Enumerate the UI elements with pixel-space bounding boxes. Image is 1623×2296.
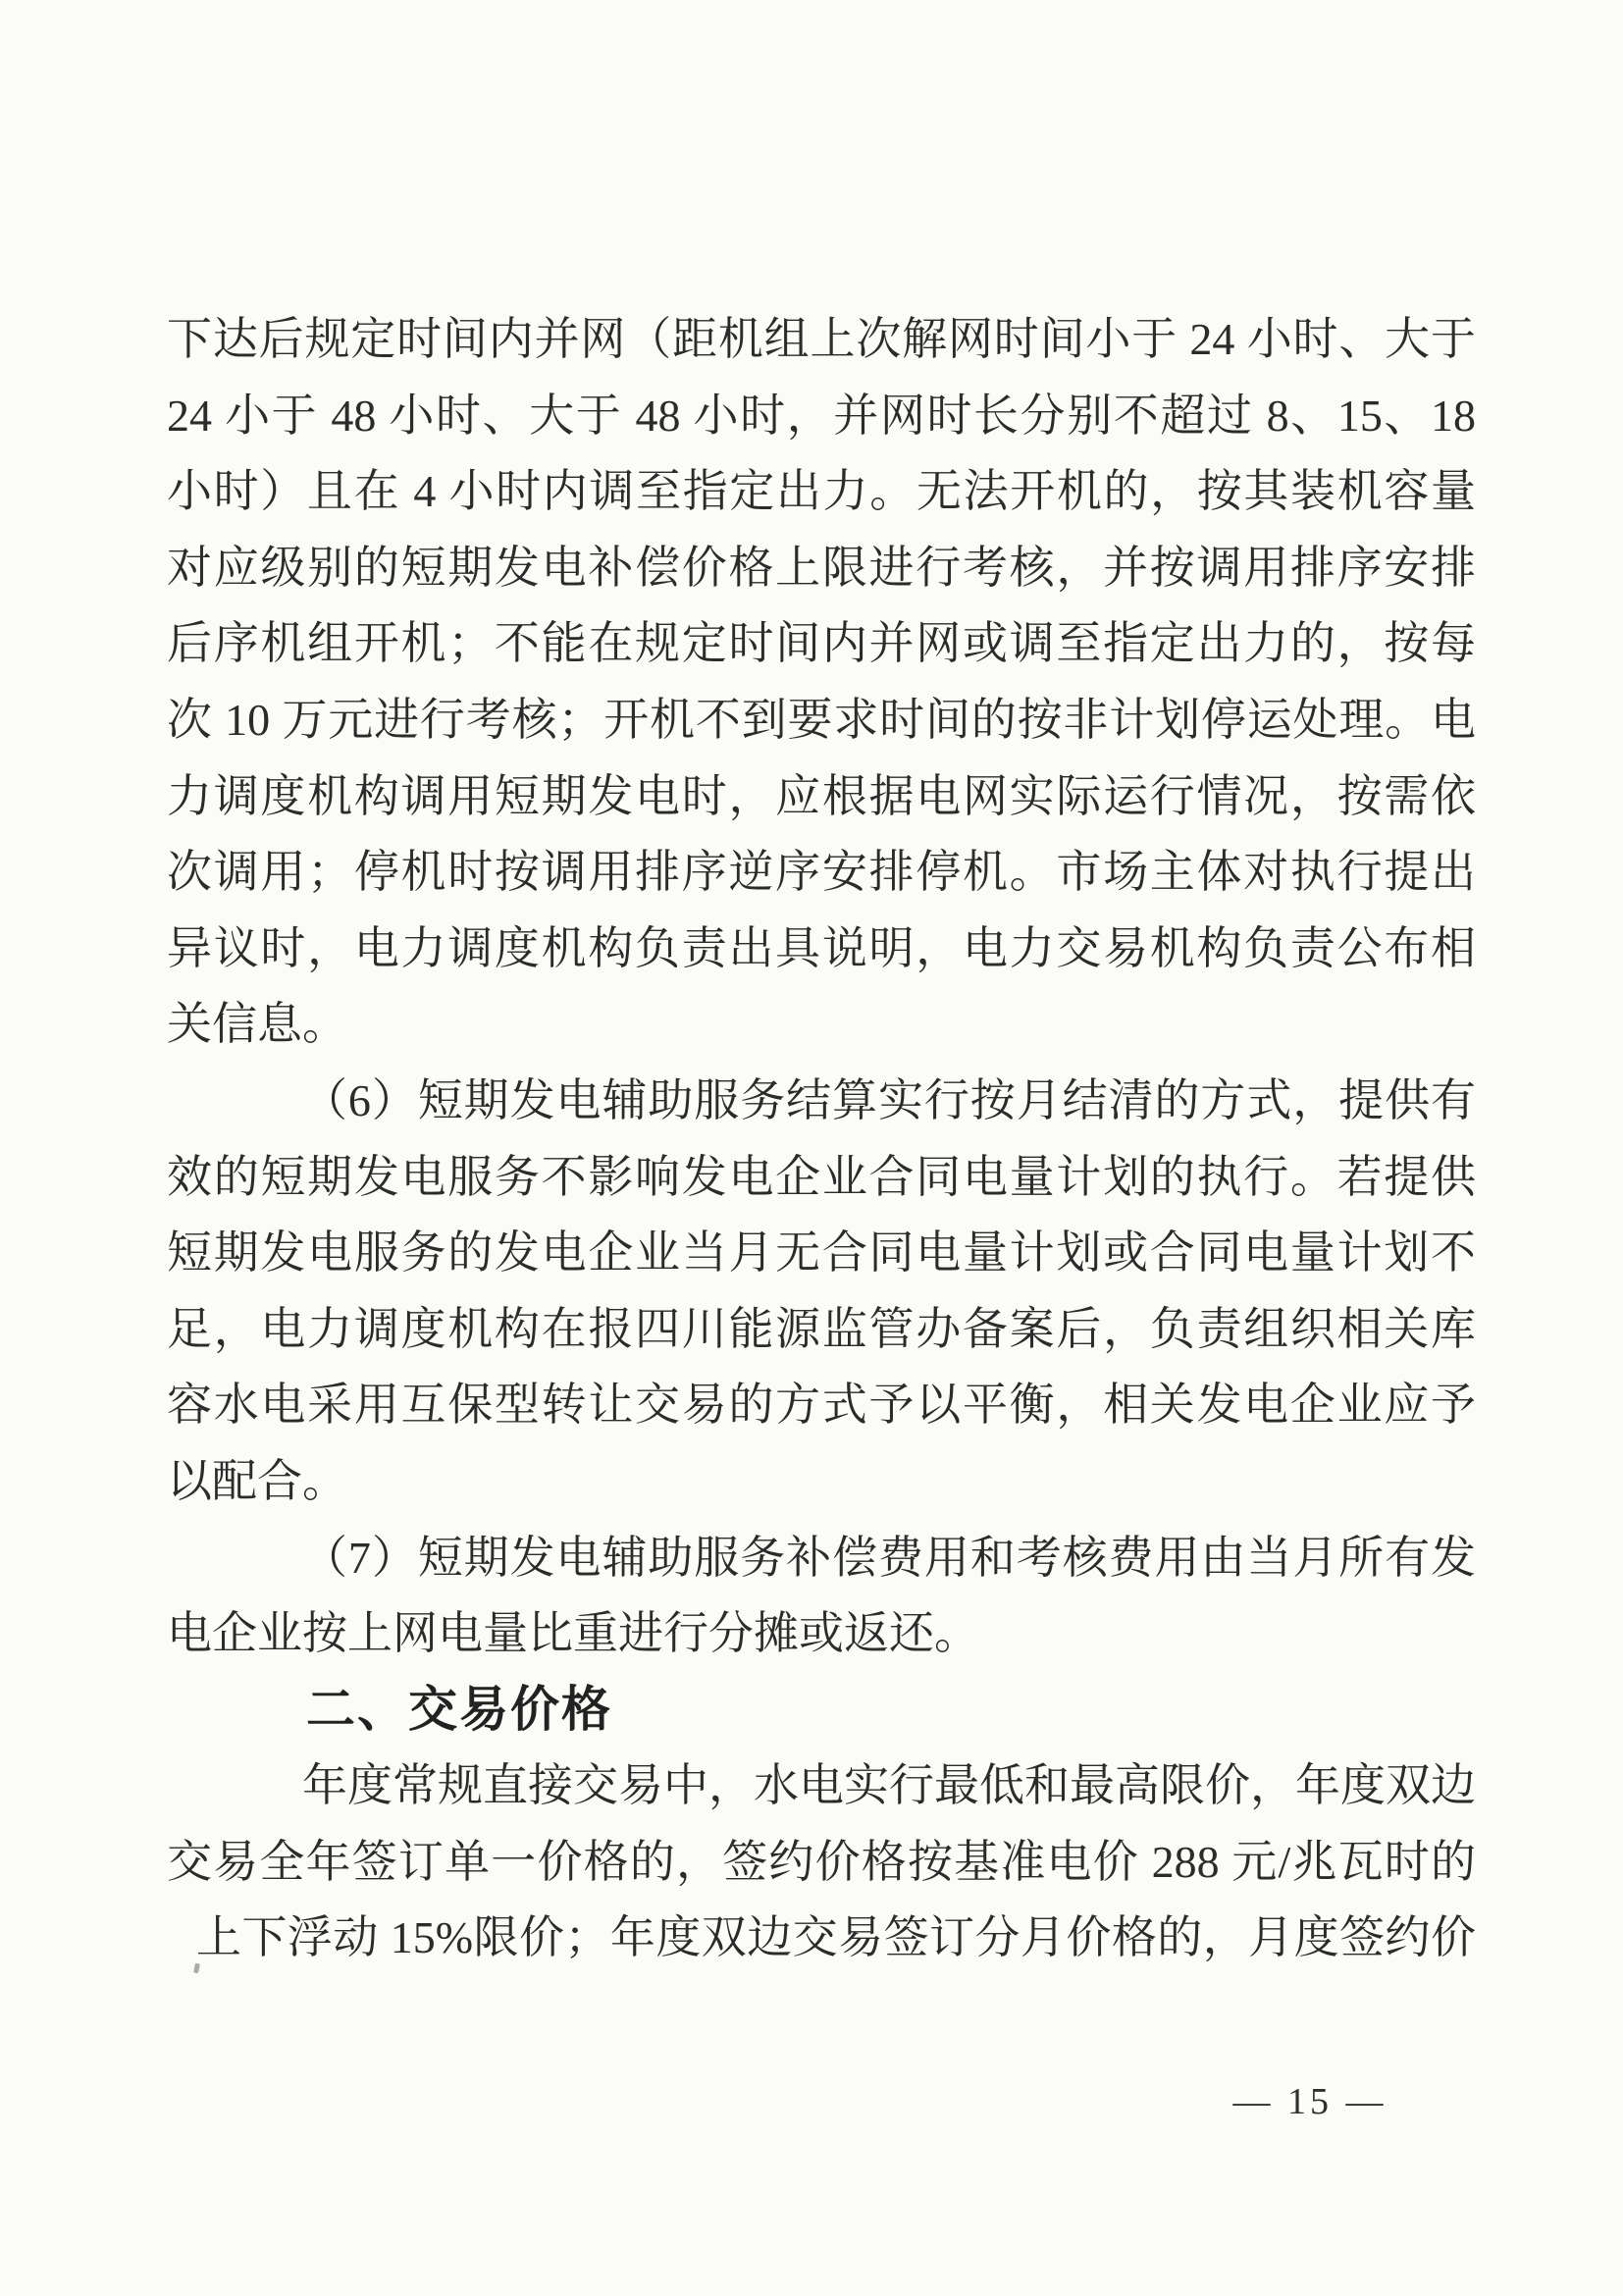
text-line: 电企业按上网电量比重进行分摊或返还。 [167, 1608, 979, 1659]
text-line: 力调度机构调用短期发电时，应根据电网实际运行情况，按需依 [167, 770, 1476, 821]
text-line: 效的短期发电服务不影响发电企业合同电量计划的执行。若提供 [167, 1151, 1476, 1202]
text-line: 以配合。 [167, 1455, 347, 1506]
text-line: 异议时，电力调度机构负责出具说明，电力交易机构负责公布相 [167, 922, 1476, 973]
text-line: 交易全年签订单一价格的，签约价格按基准电价 288 元/兆瓦时的 [167, 1836, 1476, 1887]
text-line: 后序机组开机；不能在规定时间内并网或调至指定出力的，按每 [167, 618, 1476, 669]
text-line: 小时）且在 4 小时内调至指定出力。无法开机的，按其装机容量 [167, 466, 1476, 517]
text-line: 年度常规直接交易中，水电实行最低和最高限价，年度双边 [302, 1760, 1476, 1811]
document-body [167, 301, 1476, 1976]
text-line: 次 10 万元进行考核；开机不到要求时间的按非计划停运处理。电 [167, 694, 1476, 745]
text-line: 足，电力调度机构在报四川能源监管办备案后，负责组织相关库 [167, 1303, 1476, 1354]
text-line: 上下浮动 15%限价；年度双边交易签订分月价格的，月度签约价 [196, 1912, 1476, 1963]
text-line: 下达后规定时间内并网（距机组上次解网时间小于 24 小时、大于 [167, 314, 1476, 364]
text-line: （7）短期发电辅助服务补偿费用和考核费用由当月所有发 [302, 1532, 1476, 1583]
text-line: 次调用；停机时按调用排序逆序安排停机。市场主体对执行提出 [167, 847, 1476, 898]
section-heading: 二、交易价格 [306, 1681, 612, 1737]
text-line: 关信息。 [167, 999, 347, 1050]
text-line: 短期发电服务的发电企业当月无合同电量计划或合同电量计划不 [167, 1227, 1476, 1278]
text-line: （6）短期发电辅助服务结算实行按月结清的方式，提供有 [302, 1074, 1476, 1125]
text-line: 24 小于 48 小时、大于 48 小时，并网时长分别不超过 8、15、18 [167, 390, 1476, 441]
text-line: 容水电采用互保型转让交易的方式予以平衡，相关发电企业应予 [167, 1380, 1476, 1431]
text-line: 对应级别的短期发电补偿价格上限进行考核，并按调用排序安排 [167, 542, 1476, 593]
page-number: — 15 — [1232, 2081, 1387, 2122]
